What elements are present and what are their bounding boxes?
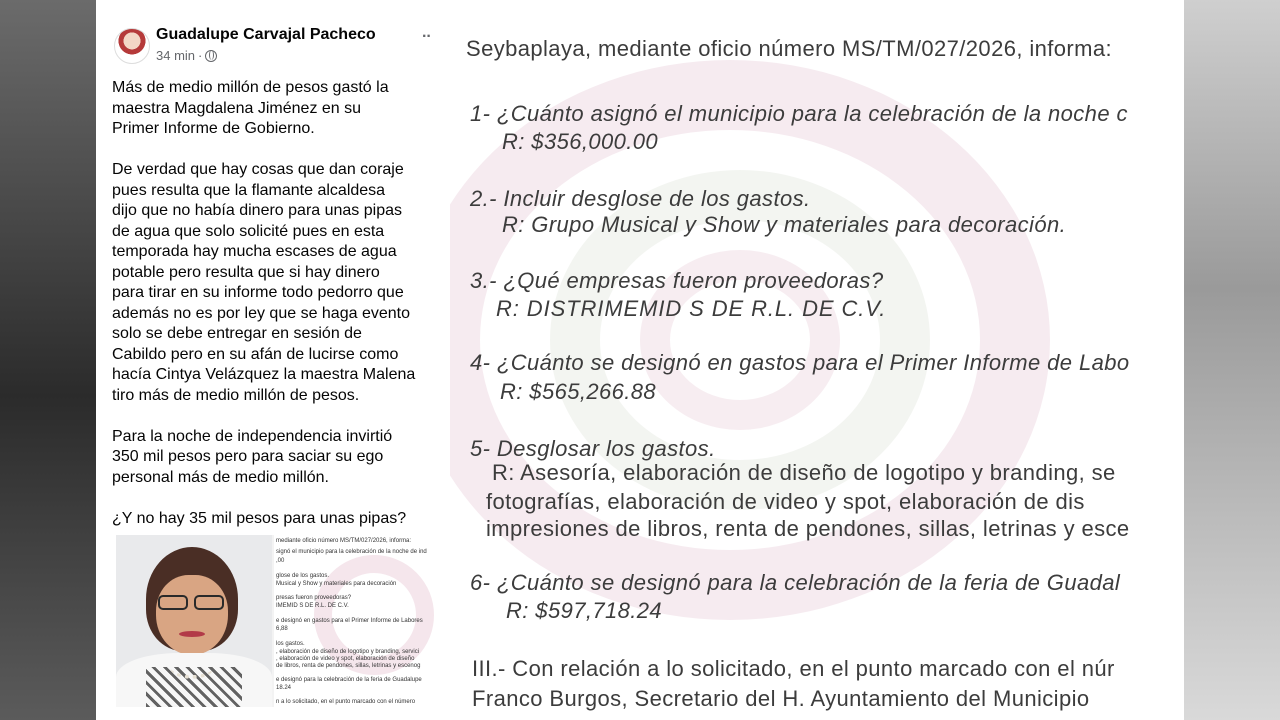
post-body (112, 78, 442, 550)
thumbnail-line: , elaboración de video y spot, elaboración de diseño (276, 656, 415, 662)
thumbnail-line: 6,88 (276, 626, 288, 632)
post-time[interactable]: 34 min (156, 48, 196, 63)
thumbnail-line: , elaboración de diseño de logotipo y branding, servici (276, 649, 420, 655)
post-paragraph: ¿Y no hay 35 mil pesos para unas pipas? (112, 509, 407, 527)
question-5: 5- Desglosar los gastos. (470, 436, 716, 461)
answer-3: R: DISTRIMEMID S DE R.L. DE C.V. (496, 296, 887, 321)
answer-2: R: Grupo Musical y Show y materiales para decoración. (502, 212, 1067, 237)
thumbnail-line: e designó para la celebración de la feria de Guadalupe (276, 677, 422, 683)
thumbnail-line: IMEMID S DE R.L. DE C.V. (276, 603, 349, 609)
portrait-lips (179, 631, 205, 637)
answer-4: R: $565,266.88 (500, 379, 657, 404)
thumbnail-line: signó el municipio para la celebración de la noche de ind (276, 549, 427, 555)
answer-5-line-1: R: Asesoría, elaboración de diseño de logotipo y branding, se (492, 460, 1116, 485)
document-thumbnail (274, 535, 434, 707)
thumbnail-line: mediante oficio número MS/TM/027/2026, informa: (276, 538, 412, 544)
thumbnail-line: los gastos. (276, 641, 305, 647)
blurred-left-edge (0, 0, 96, 720)
thumbnail-line: n a lo solicitado, en el punto marcado con el número (276, 699, 416, 705)
post-paragraph: Para la noche de independencia invirtió 350 mil pesos pero para saciar su ego personal más de medio millón. (112, 427, 393, 486)
globe-icon (205, 50, 217, 62)
author-avatar[interactable] (114, 28, 150, 64)
question-1: 1- ¿Cuánto asignó el municipio para la celebración de la noche c (470, 101, 1128, 126)
post-meta (156, 48, 217, 63)
paragraph-iii: III.- Con relación a lo solicitado, en el punto marcado con el núr (472, 656, 1115, 681)
thumbnail-line: glose de los gastos. (276, 573, 330, 579)
thumbnail-line: Musical y Show y materiales para decoración (276, 581, 397, 587)
post-header (114, 26, 434, 70)
answer-1: R: $356,000.00 (502, 129, 659, 154)
question-6: 6- ¿Cuánto se designó para la celebración de la feria de Guadal (470, 570, 1121, 595)
question-3: 3.- ¿Qué empresas fueron proveedoras? (470, 268, 884, 293)
blurred-right-edge (1184, 0, 1280, 720)
portrait-face (156, 575, 228, 655)
portrait-necklace (170, 655, 214, 679)
meta-separator: · (198, 48, 203, 63)
document-intro: Seybaplaya, mediante oficio número MS/TM/027/2026, informa: (466, 36, 1113, 61)
answer-5-line-2: fotografías, elaboración de video y spot, elaboración de dis (486, 489, 1085, 514)
facebook-post (96, 0, 450, 720)
post-paragraph: De verdad que hay cosas que dan coraje pues resulta que la flamante alcaldesa dijo que no había dinero para unas pipas de agua que solo solicité pues en esta temporada hay mucha escases de agua potable pero resulta que si hay dinero para tirar en su informe todo pedorro que además no es por ley que se haga evento solo se debe entregar en sesión de Cabildo pero en su afán de lucirse como hacía Cintya Velázquez la maestra Malena tiro más de medio millón de pesos. (112, 161, 416, 404)
post-image[interactable] (116, 535, 434, 707)
answer-5-line-3: impresiones de libros, renta de pendones, sillas, letrinas y esce (486, 516, 1130, 541)
post-paragraph: Más de medio millón de pesos gastó la maestra Magdalena Jiménez en su Primer Informe de Gobierno. (112, 79, 389, 137)
answer-6: R: $597,718.24 (506, 598, 663, 623)
portrait-photo (116, 535, 272, 707)
thumbnail-line: e designó en gastos para el Primer Informe de Labores (276, 618, 423, 624)
thumbnail-line: ,00 (276, 558, 285, 564)
portrait-glasses (156, 595, 228, 611)
paragraph-continuation: Franco Burgos, Secretario del H. Ayuntamiento del Municipio (472, 686, 1090, 711)
document-image (450, 0, 1184, 720)
author-name[interactable]: Guadalupe Carvajal Pacheco (156, 26, 376, 43)
thumbnail-line: presas fueron proveedoras? (276, 595, 352, 601)
more-options-icon[interactable]: ·· (422, 28, 431, 45)
question-4: 4- ¿Cuánto se designó en gastos para el Primer Informe de Labo (470, 350, 1130, 375)
thumbnail-line: 18.24 (276, 685, 292, 691)
thumbnail-line: de libros, renta de pendones, sillas, letrinas y escenog (276, 663, 421, 669)
question-2: 2.- Incluir desglose de los gastos. (470, 186, 811, 211)
